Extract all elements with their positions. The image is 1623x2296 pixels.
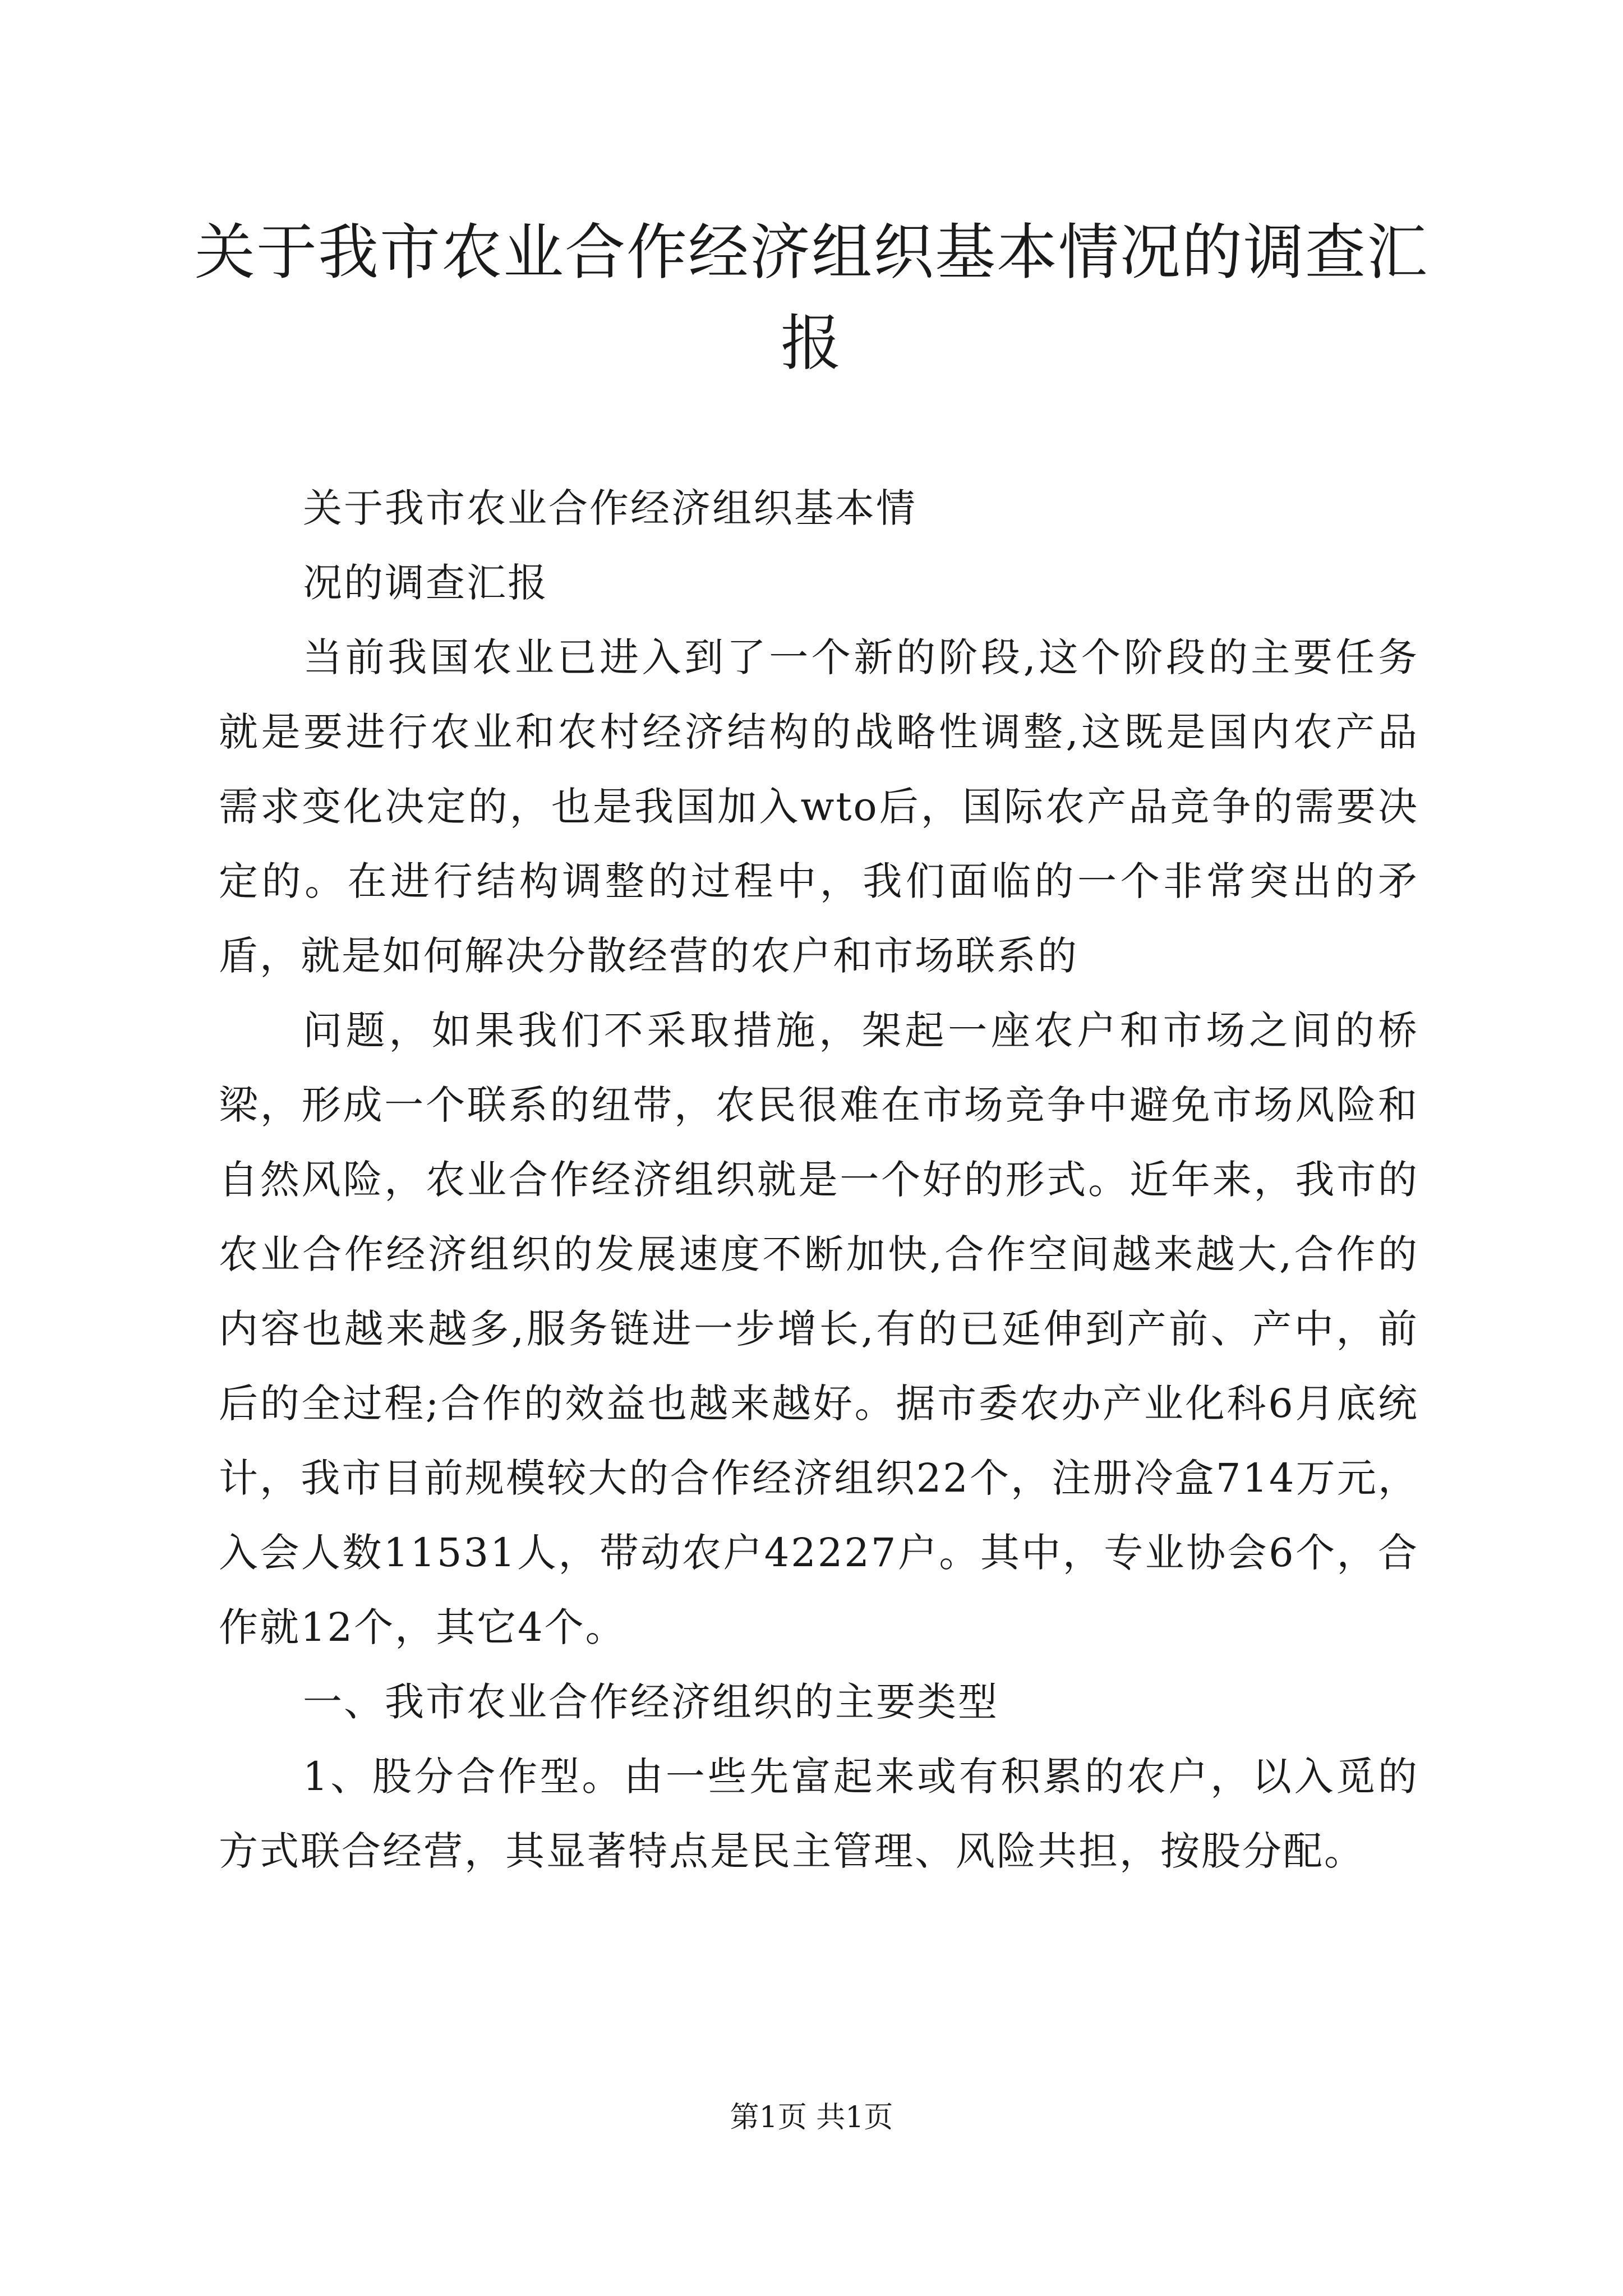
document-body <box>219 471 1419 1889</box>
paragraph-type-1: 1、股分合作型。由一些先富起来或有积累的农户，以入觅的方式联合经营，其显著特点是民主管理、风险共担，按股分配。 <box>219 1754 1419 1874</box>
section-heading-types: 一、我市农业合作经济组织的主要类型 <box>303 1679 999 1725</box>
paragraph-heading-line-2: 况的调查汇报 <box>303 560 548 606</box>
paragraph-development: 问题，如果我们不采取措施，架起一座农户和市场之间的桥梁，形成一个联系的纽带，农民很难在市场竞争中避免市场风险和自然风险，农业合作经济组织就是一个好的形式。近年来，我市的农业合作经济组织的发展速度不断加快,合作空间越来越大,合作的内容也越来越多,服务链进一步增长,有的已延伸到产前、产中，前后的全过程;合作的效益也越来越好。据市委农办产业化科6月底统计，我市目前规模较大的合作经济组织22个，注册冷盒714万元，入会人数11531人，带动农户42227户。其中，专业协会6个，合作就12个，其它4个。 <box>219 1007 1419 1650</box>
document-title: 关于我市农业合作经济组织基本情况的调查汇报 <box>194 218 1428 379</box>
paragraph-intro: 当前我国农业已进入到了一个新的阶段,这个阶段的主要任务就是要进行农业和农村经济结构的战略性调整,这既是国内农产品需求变化决定的，也是我国加入wto后，国际农产品竞争的需要决定的。在进行结构调整的过程中，我们面临的一个非常突出的矛盾，就是如何解决分散经营的农户和市场联系的 <box>219 634 1419 979</box>
paragraph-heading-line-1: 关于我市农业合作经济组织基本情 <box>303 485 917 531</box>
page-number-footer: 第1页 共1页 <box>730 2101 893 2134</box>
